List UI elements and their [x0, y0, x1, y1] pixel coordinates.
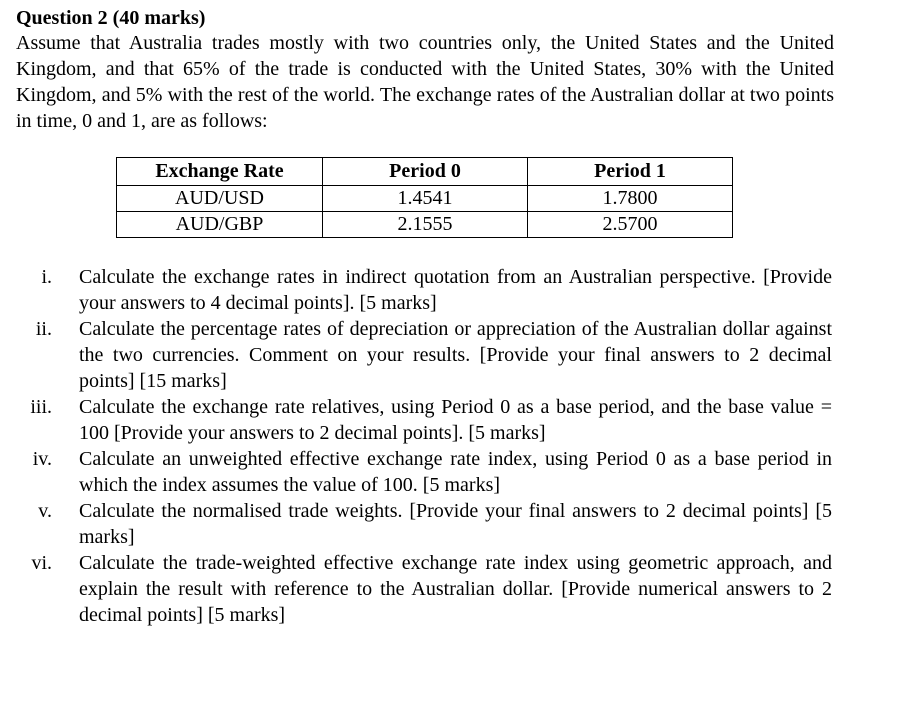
header-period-1: Period 1 — [528, 158, 733, 186]
item-text: Calculate the exchange rate relatives, using Period 0 as a base period, and the base value = 100 [Provide your answers to 2 decimal points]. [5 marks] — [79, 396, 832, 444]
exchange-rate-table — [116, 157, 733, 238]
header-exchange-rate: Exchange Rate — [117, 158, 323, 186]
cell-currency-pair: AUD/USD — [117, 186, 323, 212]
list-item — [16, 550, 896, 628]
list-item — [16, 394, 896, 446]
list-item — [16, 316, 896, 394]
cell-period-0: 1.4541 — [323, 186, 528, 212]
item-number: ii. — [35, 318, 52, 340]
item-number: iv. — [32, 448, 52, 470]
cell-period-1: 1.7800 — [528, 186, 733, 212]
item-text: Calculate the percentage rates of depreciation or appreciation of the Australian dollar against the two currencies. Comment on your results. [Provide your final answers to 2 decimal points] [15 marks] — [79, 318, 832, 392]
item-text: Calculate an unweighted effective exchange rate index, using Period 0 as a base period in which the index assumes the value of 100. [5 marks] — [79, 448, 832, 496]
item-text: Calculate the normalised trade weights. [Provide your final answers to 2 decimal points] [5 marks] — [79, 500, 832, 548]
question-title: Question 2 (40 marks) — [16, 7, 206, 29]
question-intro: Assume that Australia trades mostly with two countries only, the United States and the United Kingdom, and that 65% of the trade is conducted with the United States, 30% with the United Kingdom, and 5% with the rest of the world. The exchange rates of the Australian dollar at two points in time, 0 and 1, are as follows: — [16, 32, 834, 132]
item-text: Calculate the trade-weighted effective exchange rate index using geometric approach, and explain the result with reference to the Australian dollar. [Provide numerical answers to 2 decimal points] [5 marks] — [79, 552, 832, 626]
list-item — [16, 264, 896, 316]
table-row — [117, 186, 733, 212]
cell-currency-pair: AUD/GBP — [117, 212, 323, 238]
list-item — [16, 446, 896, 498]
item-number: vi. — [31, 552, 52, 574]
cell-period-1: 2.5700 — [528, 212, 733, 238]
item-number: iii. — [30, 396, 52, 418]
item-number: v. — [38, 500, 52, 522]
question-list — [16, 264, 896, 628]
header-period-0: Period 0 — [323, 158, 528, 186]
item-number: i. — [41, 266, 52, 288]
list-item — [16, 498, 896, 550]
table-header-row — [117, 158, 733, 186]
item-text: Calculate the exchange rates in indirect quotation from an Australian perspective. [Provide your answers to 4 decimal points]. [5 marks] — [79, 266, 832, 314]
table-row — [117, 212, 733, 238]
cell-period-0: 2.1555 — [323, 212, 528, 238]
